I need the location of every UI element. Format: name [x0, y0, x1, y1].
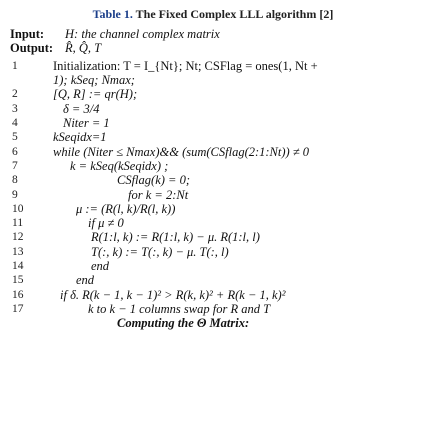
code-line: R(1:l, k) := R(1:l, k) − μ. R(1:l, l): [91, 230, 260, 244]
line-number: 6: [12, 146, 18, 158]
line-number: 3: [12, 103, 18, 115]
code-line: for k = 2:Nt: [128, 188, 189, 202]
output-text: R̂, Q̂, T: [65, 41, 102, 55]
line-number: 16: [12, 289, 24, 301]
line-number: 1: [12, 60, 18, 72]
code-line: μ := (R(l, k)/R(l, k)): [76, 202, 176, 216]
code-line: k = kSeq(kSeqidx) ;: [70, 159, 169, 173]
table-caption: [0, 7, 426, 22]
code-line: kSeqidx=1: [53, 130, 107, 144]
line-number: 4: [12, 117, 18, 129]
input-text: H: the channel complex matrix: [65, 27, 220, 41]
code-line: 1); kSeq; Nmax;: [53, 73, 135, 87]
code-line: end: [76, 273, 95, 287]
code-line: k to k − 1 columns swap for R and T: [88, 302, 271, 316]
code-line: Niter = 1: [63, 116, 110, 130]
line-number: 11: [12, 217, 24, 229]
line-number: 2: [12, 88, 18, 100]
input-row: [10, 28, 220, 41]
code-line: CSflag(k) = 0;: [117, 173, 191, 187]
output-row: [10, 42, 101, 55]
line-number: 10: [12, 203, 24, 215]
code-line: [Q, R] := qr(H);: [53, 87, 138, 101]
input-label: Input:: [10, 27, 45, 41]
code-line: Initialization: T = I_{Nt}; Nt; CSFlag = ones(1, Nt +: [53, 59, 318, 73]
line-number: 14: [12, 260, 24, 272]
code-line: while (Niter ≤ Nmax)&& (sum(CSflag(2:1:Nt)) ≠ 0: [53, 145, 310, 159]
caption-title: The Fixed Complex LLL algorithm [2]: [132, 7, 334, 21]
line-number: 8: [12, 174, 18, 186]
line-number: 5: [12, 131, 18, 143]
line-number: 7: [12, 160, 18, 172]
code-line: end: [91, 259, 110, 273]
line-number: 12: [12, 231, 24, 243]
code-line: δ = 3/4: [63, 102, 100, 116]
code-line: if μ ≠ 0: [88, 216, 124, 230]
line-number: 17: [12, 303, 24, 315]
code-line: if δ. R(k − 1, k − 1)² > R(k, k)² + R(k − 1, k)²: [60, 288, 286, 302]
line-number: 13: [12, 246, 24, 258]
code-line: T(:, k) := T(:, k) − μ. T(:, l): [91, 245, 229, 259]
caption-label: Table 1.: [92, 7, 133, 21]
line-number: 9: [12, 189, 18, 201]
line-number: 15: [12, 274, 24, 286]
code-line: Computing the Θ Matrix:: [117, 316, 250, 330]
output-label: Output:: [10, 41, 54, 55]
